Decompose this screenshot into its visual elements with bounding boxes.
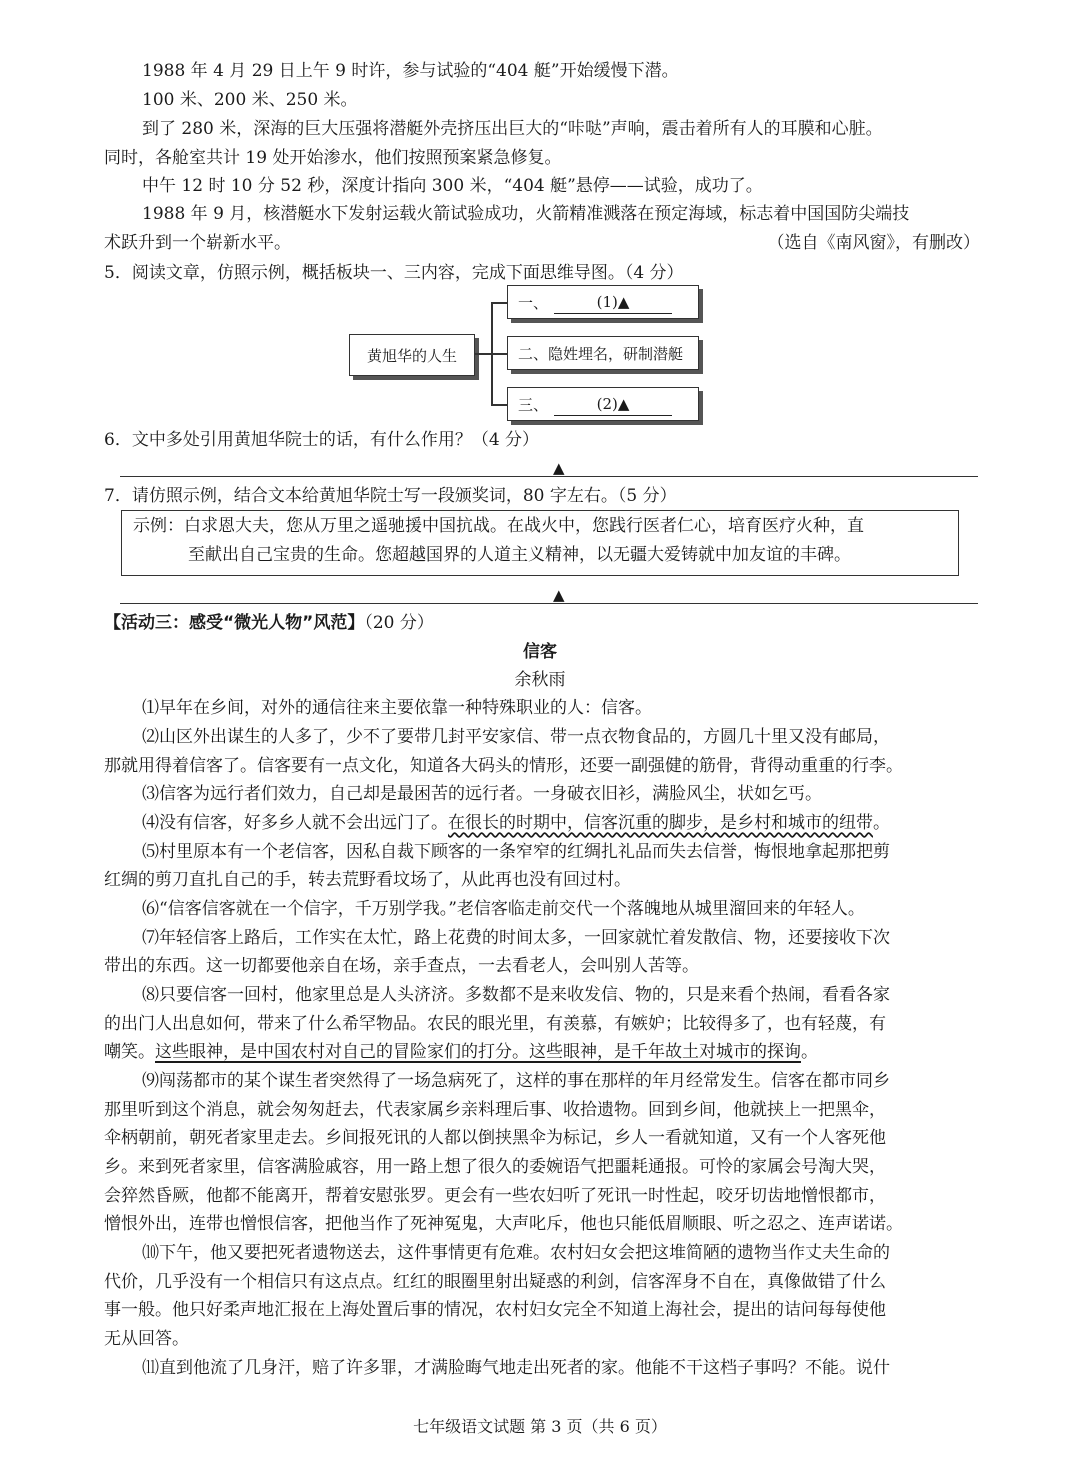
answer-marker: ▲ (553, 586, 565, 604)
article-paragraph: ⑸村里原本有一个老信客，因私自裁下顾客的一条窄窄的红绸扎礼品而失去信誉，悔恨地拿起那把剪 (142, 842, 890, 862)
activity-score: （20 分） (364, 613, 434, 633)
answer-blank-1[interactable]: (1)▲ (554, 291, 672, 314)
mindmap-node-2 (507, 336, 699, 370)
mindmap-connector (491, 353, 507, 355)
question-7: 7．请仿照示例，结合文本给黄旭华院士写一段颁奖词，80 字左右。（5 分） (104, 486, 677, 506)
article-paragraph (104, 1039, 818, 1065)
article-text: 。 (873, 813, 890, 833)
mindmap-node-3 (507, 387, 699, 421)
article-paragraph: ⑹“信客信客就在一个信字，千万别学我。”老信客临走前交代一个落魄地从城里溜回来的年轻人。 (142, 899, 865, 919)
article-paragraph: 代价，几乎没有一个相信只有这点点。红红的眼圈里射出疑惑的利剑，信客浑身不自在，真像做错了什么 (104, 1272, 886, 1292)
example-text: 示例：白求恩大夫，您从万里之遥驰援中国抗战。在战火中，您践行医者仁心，培育医疗火种，直 (133, 516, 864, 536)
activity-heading-row (104, 610, 434, 636)
answer-line-q7[interactable] (120, 603, 978, 604)
mindmap-node-1 (507, 285, 699, 319)
underlined-sentence: 这些眼神，是中国农村对自己的冒险家们的打分。这些眼神，是千年故土对城市的探询 (155, 1042, 801, 1062)
wavy-underlined-sentence: 在很长的时期中，信客沉重的脚步，是乡村和城市的纽带 (448, 813, 873, 833)
question-5: 5．阅读文章，仿照示例，概括板块一、三内容，完成下面思维导图。（4 分） (104, 263, 684, 283)
article-text: ⑷没有信客，好多乡人就不会出远门了。 (142, 813, 448, 833)
article-title: 信客 (523, 642, 557, 662)
mindmap-connector (491, 404, 507, 406)
article-paragraph: 会猝然昏厥，他都不能离开，帮着安慰张罗。更会有一些农妇听了死讯一时性起，咬牙切齿地憎恨都市， (104, 1186, 886, 1206)
mindmap-connector (474, 353, 492, 355)
page-footer: 七年级语文试题 第 3 页（共 6 页） (413, 1417, 667, 1436)
article-paragraph: ⑺年轻信客上路后，工作实在太忙，路上花费的时间太多，一回家就忙着发散信、物，还要接收下次 (142, 928, 890, 948)
article-paragraph: ⑼闯荡都市的某个谋生者突然得了一场急病死了，这样的事在那样的年月经常发生。信客在都市同乡 (142, 1071, 890, 1091)
article-paragraph: ⑾直到他流了几身汗，赔了许多罪，才满脸晦气地走出死者的家。他能不干这档子事吗？不能。说什 (142, 1358, 890, 1378)
passage-paragraph: 中午 12 时 10 分 52 秒，深度计指向 300 米，“404 艇”悬停——试验，成功了。 (142, 176, 763, 196)
article-paragraph: ⑽下午，他又要把死者遗物送去，这件事情更有危难。农村妇女会把这堆简陋的遗物当作丈夫生命的 (142, 1243, 890, 1263)
passage-paragraph: 到了 280 米，深海的巨大压强将潜艇外壳挤压出巨大的“咔哒”声响，震击着所有人的耳膜和心脏。 (142, 119, 883, 139)
mindmap-node-1-prefix: 一、 (518, 293, 549, 312)
mindmap-center-label: 黄旭华的人生 (366, 346, 457, 365)
article-paragraph: 伞柄朝前，朝死者家里走去。乡间报死讯的人都以倒挟黑伞为标记，乡人一看就知道，又有一个人客死他 (104, 1128, 886, 1148)
mindmap-node-3-prefix: 三、 (518, 395, 549, 414)
passage-paragraph: 100 米、200 米、250 米。 (142, 90, 358, 110)
article-paragraph: 事一般。他只好柔声地汇报在上海处置后事的情况，农村妇女完全不知道上海社会，提出的诘问每每使他 (104, 1300, 886, 1320)
passage-paragraph: 同时，各舱室共计 19 处开始渗水，他们按照预案紧急修复。 (104, 148, 562, 168)
article-paragraph: 红绸的剪刀直扎自己的手，转去荒野看坟场了，从此再也没有回过村。 (104, 870, 631, 890)
article-paragraph: ⑵山区外出谋生的人多了，少不了要带几封平安家信、带一点衣物食品的，方圆几十里又没有邮局， (142, 727, 890, 747)
answer-line-q6[interactable] (120, 476, 978, 477)
article-paragraph: 无从回答。 (104, 1329, 189, 1349)
answer-marker: ▲ (553, 459, 565, 477)
article-paragraph: ⑻只要信客一回村，他家里总是人头济济。多数都不是来收发信、物的，只是来看个热闹，看看各家 (142, 985, 890, 1005)
passage-paragraph: 术跃升到一个崭新水平。 (104, 233, 291, 253)
article-paragraph: ⑴早年在乡间，对外的通信往来主要依靠一种特殊职业的人：信客。 (142, 698, 652, 718)
article-paragraph: 的出门人出息如何，带来了什么希罕物品。农民的眼光里，有羡慕，有嫉妒；比较得多了，也有轻蔑，有 (104, 1014, 886, 1034)
passage-paragraph: 1988 年 4 月 29 日上午 9 时许，参与试验的“404 艇”开始缓慢下潜。 (142, 61, 679, 81)
mindmap-connector (491, 302, 507, 304)
source-citation: （选自《南风窗》，有删改） (767, 233, 980, 253)
article-paragraph: 那里听到这个消息，就会匆匆赶去，代表家属乡亲料理后事、收拾遗物。回到乡间，他就挟上一把黑伞， (104, 1100, 886, 1120)
article-text: 。 (801, 1042, 818, 1062)
mindmap-center-node (349, 334, 475, 376)
example-text: 至献出自己宝贵的生命。您超越国界的人道主义精神，以无疆大爱铸就中加友谊的丰碑。 (188, 545, 851, 565)
question-6: 6．文中多处引用黄旭华院士的话，有什么作用？（4 分） (104, 430, 540, 450)
article-paragraph (142, 810, 890, 836)
activity-heading: 【活动三：感受“微光人物”风范】 (104, 613, 365, 633)
mindmap-node-2-label: 二、隐姓埋名，研制潜艇 (518, 344, 684, 363)
article-paragraph: ⑶信客为远行者们效力，自己却是最困苦的远行者。一身破衣旧衫，满脸风尘，状如乞丐。 (142, 784, 822, 804)
passage-paragraph: 1988 年 9 月，核潜艇水下发射运载火箭试验成功，火箭精准溅落在预定海域，标志着中国国防尖端技 (142, 204, 910, 224)
article-paragraph: 那就用得着信客了。信客要有一点文化，知道各大码头的情形，还要一副强健的筋骨，背得动重重的行李。 (104, 756, 903, 776)
article-author: 余秋雨 (514, 670, 566, 690)
article-paragraph: 乡。来到死者家里，信客满脸戚容，用一路上想了很久的委婉语气把噩耗通报。可怜的家属会号淘大哭， (104, 1157, 886, 1177)
article-text: 嘲笑。 (104, 1042, 155, 1062)
article-paragraph: 憎恨外出，连带也憎恨信客，把他当作了死神冤鬼，大声叱斥，他也只能低眉顺眼、听之忍之、连声诺诺。 (104, 1214, 903, 1234)
article-paragraph: 带出的东西。这一切都要他亲自在场，亲手查点，一去看老人，会叫别人苦等。 (104, 956, 699, 976)
answer-blank-2[interactable]: (2)▲ (554, 393, 672, 416)
